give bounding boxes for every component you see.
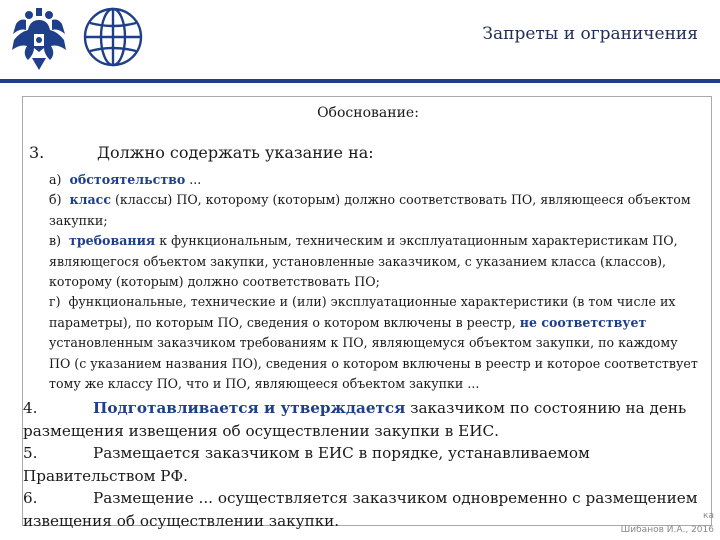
item-4-text: заказчиком по состоянию на день размещения извещения об осуществлении закупки в ЕИС. (23, 399, 687, 440)
subitem-b-highlight: класс (69, 192, 111, 208)
footer (621, 509, 714, 537)
subitem-d: г) функциональные, технические и (или) эксплуатационные характеристики (в том числе их параметры), по которым ПО, сведения о котором включены в реестр, не соответствует установленным заказчиком требованиям к ПО, являющемуся объектом закупки, по каждому ПО (с указанием названия ПО), сведения о котором включены в реестр и которое соответствует тому же классу ПО, что и ПО, являющееся объектом закупки ... (49, 294, 698, 392)
content-box (22, 96, 712, 530)
item-3 (29, 143, 374, 162)
subitem-c: в) требования к функциональным, техническим и эксплуатационным характеристикам ПО, являющегося объектом закупки, установленные заказчиком, с указанием класса (классов), которому (которым) должно соответствовать ПО; (49, 233, 678, 290)
item-6 (23, 487, 713, 532)
item-6-text: Размещение ... осуществляется заказчиком одновременно с размещением извещения об осуществлении закупки. (23, 489, 698, 530)
main-items (23, 397, 713, 532)
subitem-c-highlight: требования (69, 233, 156, 249)
item-3-number: 3. (29, 143, 45, 162)
header-divider (0, 79, 720, 83)
footer-author: Шибанов И.А., 2016 (620, 525, 714, 535)
subitem-d-highlight: не соответствует (519, 314, 647, 330)
footer-line-1: ка (703, 511, 714, 521)
item-4-number: 4. (23, 399, 38, 417)
item-4-highlight: Подготавливается и утверждается (93, 399, 406, 417)
russian-coat-of-arms-icon (10, 6, 68, 72)
item-5-text: Размещается заказчиком в ЕИС в порядке, устанавливаемом Правительством РФ. (23, 444, 590, 485)
globe-icon (82, 6, 144, 68)
item-5-number: 5. (23, 444, 38, 462)
subitem-b: б) класс (классы) ПО, которому (которым) должно соответствовать ПО, являющееся объектом закупки; (49, 192, 691, 228)
page-title: Запреты и ограничения (482, 24, 698, 44)
item-3-text: Должно содержать указание на: (97, 143, 374, 162)
item-4 (23, 397, 713, 442)
subitem-a-highlight: обстоятельство (69, 172, 186, 187)
box-title: Обоснование: (317, 105, 419, 121)
item-5 (23, 442, 713, 487)
item-6-number: 6. (23, 489, 38, 507)
subitems-list (49, 170, 699, 394)
header (0, 0, 720, 80)
subitem-a: а) обстоятельство ... (49, 172, 202, 187)
